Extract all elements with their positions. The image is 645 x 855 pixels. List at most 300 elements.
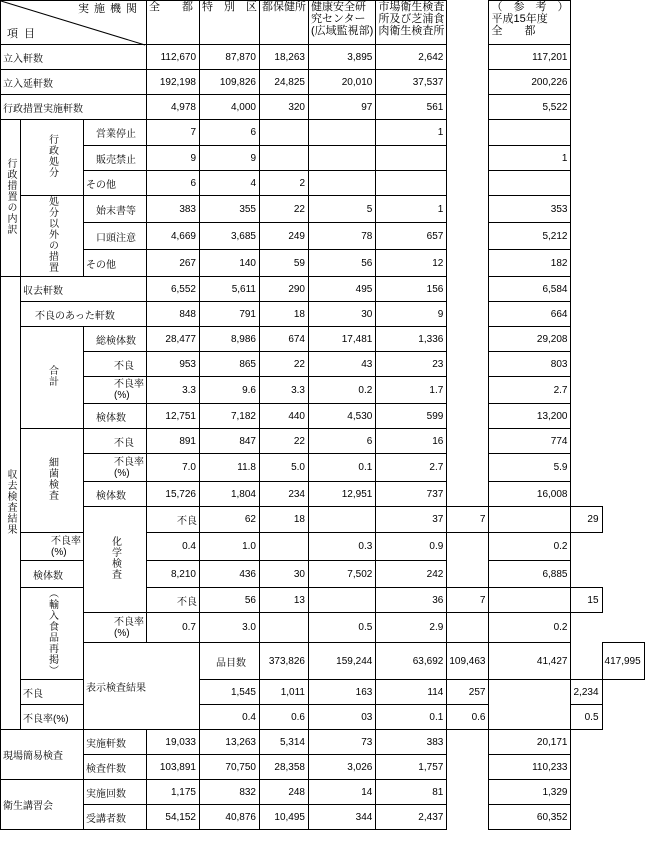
row-label: 検体数 [84,482,147,507]
value-cell: 5.9 [489,454,571,482]
value-cell: 5.0 [260,454,309,482]
group-label-shobun-igai [21,196,84,277]
gap-cell [447,327,489,352]
table-row [1,429,645,454]
gap-cell [447,780,489,805]
value-cell: 8,210 [147,561,200,588]
col-header-tokubetsu: 特 別 区 [200,1,260,45]
value-cell: 9 [376,302,447,327]
value-cell: 2 [260,171,309,196]
table-row [1,404,645,429]
gap-cell [447,277,489,302]
gap-cell [447,250,489,277]
value-cell: 22 [260,196,309,223]
gap-cell [447,377,489,404]
value-cell [309,507,376,533]
table-row [1,171,645,196]
gap-cell [447,196,489,223]
value-cell: 37 [376,507,447,533]
value-cell: 344 [309,805,376,830]
value-cell: 0.6 [447,705,489,730]
header-row [1,1,645,45]
gap-cell [571,643,602,680]
value-cell: 0.6 [260,705,309,730]
value-cell [489,120,571,146]
value-cell [260,613,309,643]
value-cell: 791 [200,302,260,327]
col-header-kenko-3: (広域監視部) [311,25,374,37]
gap-cell [447,755,489,780]
value-cell: 6,552 [147,277,200,302]
row-label [21,533,84,561]
value-cell: 1.0 [200,533,260,561]
value-cell: 56 [309,250,376,277]
row-label: 口頭注意 [84,223,147,250]
gap-cell [447,730,489,755]
table-row [1,377,645,404]
value-cell: 16 [376,429,447,454]
value-cell: 3.3 [260,377,309,404]
table-row [1,277,645,302]
row-label-line-2: (%) [114,467,130,479]
row-label: 立入軒数 [1,45,147,70]
header-corner-bottom: 項目 [7,28,41,40]
value-cell: 2,642 [376,45,447,70]
value-cell: 1,011 [260,680,309,705]
value-cell: 114 [376,680,447,705]
table-row [1,352,645,377]
gap-cell [447,482,489,507]
table-row [1,196,645,223]
value-cell: 23 [376,352,447,377]
value-cell: 774 [489,429,571,454]
value-cell: 8,986 [200,327,260,352]
gap-cell [447,70,489,95]
table-row [1,805,645,830]
group-label-gyosei-shobun-text: 行政処分 [46,134,58,178]
value-cell: 20,010 [309,70,376,95]
table-row [1,95,645,120]
gap-cell [447,1,489,45]
value-cell: 4 [200,171,260,196]
value-cell: 70,750 [200,755,260,780]
row-label: 検査件数 [84,755,147,780]
value-cell: 10,495 [260,805,309,830]
row-label: 検体数 [21,561,84,588]
value-cell: 140 [200,250,260,277]
value-cell: 383 [147,196,200,223]
value-cell: 234 [260,482,309,507]
gap-cell [489,507,571,533]
row-label: 行政措置実施軒数 [1,95,147,120]
col-header-ref-2: 平成15年度 [491,13,548,25]
value-cell: 9 [147,146,200,171]
value-cell: 7,502 [309,561,376,588]
value-cell: 7 [147,120,200,146]
value-cell: 737 [376,482,447,507]
col-header-shijo [376,1,447,45]
gap-cell [489,588,571,613]
group-label-kagaku-text: 化学検査 [109,536,121,580]
value-cell: 7 [447,507,489,533]
value-cell: 9.6 [200,377,260,404]
col-header-ref-1: （ 参 考 ） [491,1,569,13]
row-label: 不良 [147,588,200,613]
col-header-kenko-2: 究センター [311,13,366,25]
value-cell: 30 [260,561,309,588]
value-cell: 2.7 [376,454,447,482]
value-cell: 11.8 [200,454,260,482]
value-cell: 664 [489,302,571,327]
table-row [1,755,645,780]
value-cell: 5,212 [489,223,571,250]
row-label: 不良 [84,429,147,454]
value-cell: 2,234 [571,680,602,705]
value-cell: 257 [447,680,489,705]
value-cell: 0.4 [200,705,260,730]
value-cell: 43 [309,352,376,377]
table-row [1,302,645,327]
value-cell: 249 [260,223,309,250]
value-cell: 3,685 [200,223,260,250]
value-cell: 1.7 [376,377,447,404]
gap-cell [447,404,489,429]
group-label-gyosei-shobun [21,120,84,196]
value-cell: 373,826 [260,643,309,680]
value-cell: 7.0 [147,454,200,482]
group-label-genba: 現場簡易検査 [1,730,84,780]
value-cell [309,171,376,196]
value-cell: 495 [309,277,376,302]
value-cell: 36 [376,588,447,613]
value-cell [489,171,571,196]
value-cell: 60,352 [489,805,571,830]
value-cell: 6 [200,120,260,146]
gap-cell [447,223,489,250]
value-cell: 5,314 [260,730,309,755]
value-cell: 0.2 [309,377,376,404]
row-label: 始末書等 [84,196,147,223]
value-cell: 1,329 [489,780,571,805]
gap-cell [489,680,571,705]
gap-cell [447,45,489,70]
row-label [84,377,147,404]
value-cell: 1,757 [376,755,447,780]
value-cell: 6 [309,429,376,454]
value-cell [309,146,376,171]
row-label-line-2: (%) [114,390,130,401]
value-cell: 30 [309,302,376,327]
value-cell: 13 [260,588,309,613]
value-cell: 267 [147,250,200,277]
group-label-hyoji: 表示検査結果 [84,643,200,730]
group-label-shukyo-text: 収去検査結果 [5,468,16,535]
value-cell: 12,751 [147,404,200,429]
value-cell: 417,995 [602,643,644,680]
value-cell: 12 [376,250,447,277]
header-corner-top: 実施機関 [78,3,142,15]
value-cell: 62 [200,507,260,533]
value-cell: 78 [309,223,376,250]
gap-cell [447,171,489,196]
col-header-kenko-1: 健康安全研 [311,1,366,13]
gap-cell [447,146,489,171]
table-row [1,613,645,643]
value-cell: 1 [376,120,447,146]
row-label: 不良 [21,680,84,705]
table-row [1,250,645,277]
value-cell: 4,000 [200,95,260,120]
gap-cell [447,95,489,120]
value-cell: 4,669 [147,223,200,250]
value-cell: 103,891 [147,755,200,780]
value-cell: 561 [376,95,447,120]
value-cell: 3,026 [309,755,376,780]
col-header-hokenjo: 都保健所 [260,1,309,45]
row-label: 立入延軒数 [1,70,147,95]
value-cell: 0.2 [489,613,571,643]
gap-cell [447,429,489,454]
value-cell: 4,530 [309,404,376,429]
gap-cell [447,613,489,643]
value-cell: 953 [147,352,200,377]
value-cell: 0.1 [309,454,376,482]
value-cell: 803 [489,352,571,377]
value-cell: 1,804 [200,482,260,507]
value-cell: 6 [147,171,200,196]
row-label: 収去軒数 [21,277,147,302]
value-cell: 29,208 [489,327,571,352]
value-cell: 200,226 [489,70,571,95]
row-label: 受講者数 [84,805,147,830]
value-cell: 674 [260,327,309,352]
row-label [84,454,147,482]
value-cell: 6,885 [489,561,571,588]
value-cell: 156 [376,277,447,302]
value-cell: 12,951 [309,482,376,507]
value-cell: 14 [309,780,376,805]
value-cell: 19,033 [147,730,200,755]
value-cell: 97 [309,95,376,120]
row-label-line-1: 不良率 [114,379,144,390]
row-label-line-2: (%) [51,546,67,558]
row-label [84,613,147,643]
value-cell: 0.5 [571,705,602,730]
value-cell: 0.5 [309,613,376,643]
row-label: 実施回数 [84,780,147,805]
value-cell: 1,336 [376,327,447,352]
table-row [1,45,645,70]
col-header-reference [489,1,571,45]
value-cell: 0.3 [309,533,376,561]
row-label: 販売禁止 [84,146,147,171]
value-cell: 163 [309,680,376,705]
row-label: 総検体数 [84,327,147,352]
value-cell: 436 [200,561,260,588]
value-cell: 81 [376,780,447,805]
value-cell: 22 [260,352,309,377]
table-row [1,482,645,507]
value-cell: 18 [260,507,309,533]
row-label: 不良のあった軒数 [21,302,147,327]
gap-cell [489,705,571,730]
group-label-kagaku [84,507,147,613]
value-cell: 0.9 [376,533,447,561]
col-header-kenko [309,1,376,45]
row-label-line-1: 不良率 [114,616,144,628]
row-label: 不良率(%) [21,705,84,730]
value-cell: 1,545 [200,680,260,705]
value-cell: 18 [260,302,309,327]
table-row [1,780,645,805]
group-label-saikin-text: 細菌検査 [46,457,58,501]
group-label-yunyu-text: （輸入食品再掲） [46,588,58,676]
value-cell: 248 [260,780,309,805]
row-label: 営業停止 [84,120,147,146]
value-cell: 87,870 [200,45,260,70]
value-cell [260,146,309,171]
table-row [1,70,645,95]
group-label-gyosei-uchiwake-text: 行政措置の内訳 [5,158,16,235]
col-header-shijo-1: 市場衛生検査 [378,1,445,13]
group-label-koshukai: 衛生講習会 [1,780,84,830]
value-cell: 0.7 [147,613,200,643]
table-row [1,454,645,482]
value-cell: 832 [200,780,260,805]
value-cell: 657 [376,223,447,250]
value-cell [309,120,376,146]
value-cell: 1 [376,196,447,223]
value-cell: 17,481 [309,327,376,352]
value-cell: 3.3 [147,377,200,404]
value-cell: 182 [489,250,571,277]
value-cell: 15,726 [147,482,200,507]
value-cell: 383 [376,730,447,755]
value-cell: 599 [376,404,447,429]
header-corner-cell [1,1,147,45]
table-row [1,327,645,352]
value-cell: 59 [260,250,309,277]
value-cell: 22 [260,429,309,454]
value-cell: 865 [200,352,260,377]
value-cell: 13,263 [200,730,260,755]
value-cell: 3.0 [200,613,260,643]
value-cell: 109,463 [447,643,489,680]
col-header-shijo-3: 肉衛生検査所 [378,25,445,37]
value-cell: 18,263 [260,45,309,70]
group-label-shobun-igai-text: 処分以外の措置 [46,196,58,273]
value-cell [376,146,447,171]
value-cell: 28,477 [147,327,200,352]
col-header-shijo-2: 所及び芝浦食 [378,13,445,25]
value-cell: 7,182 [200,404,260,429]
value-cell: 16,008 [489,482,571,507]
group-label-saikin [21,429,84,533]
value-cell: 5,522 [489,95,571,120]
value-cell: 159,244 [309,643,376,680]
value-cell: 112,670 [147,45,200,70]
value-cell: 2.7 [489,377,571,404]
gap-cell [447,561,489,588]
col-header-zento: 全 都 [147,1,200,45]
value-cell: 2.9 [376,613,447,643]
value-cell: 4,978 [147,95,200,120]
value-cell: 15 [571,588,602,613]
value-cell: 13,200 [489,404,571,429]
value-cell: 440 [260,404,309,429]
value-cell: 6,584 [489,277,571,302]
group-label-shukyo [1,277,21,730]
value-cell: 290 [260,277,309,302]
table-row [1,507,645,533]
gap-cell [447,120,489,146]
gap-cell [447,533,489,561]
value-cell: 9 [200,146,260,171]
value-cell [260,120,309,146]
value-cell: 7 [447,588,489,613]
value-cell: 0.1 [376,705,447,730]
value-cell: 192,198 [147,70,200,95]
table-row [1,643,645,680]
gap-cell [447,454,489,482]
value-cell: 242 [376,561,447,588]
value-cell: 24,825 [260,70,309,95]
value-cell: 109,826 [200,70,260,95]
value-cell: 1 [489,146,571,171]
value-cell: 110,233 [489,755,571,780]
value-cell: 40,876 [200,805,260,830]
row-label-line-2: (%) [114,627,130,639]
value-cell: 56 [200,588,260,613]
value-cell: 353 [489,196,571,223]
value-cell: 63,692 [376,643,447,680]
value-cell: 320 [260,95,309,120]
row-label-line-1: 不良率 [51,535,81,547]
value-cell: 41,427 [489,643,571,680]
row-label: 不良 [84,352,147,377]
value-cell: 73 [309,730,376,755]
col-header-ref-3: 全 都 [491,25,536,37]
value-cell: 1,175 [147,780,200,805]
row-label: その他 [84,171,147,196]
value-cell [260,533,309,561]
value-cell: 3,895 [309,45,376,70]
table-row [1,146,645,171]
table-row [1,120,645,146]
value-cell: 2,437 [376,805,447,830]
value-cell: 28,358 [260,755,309,780]
value-cell: 0.2 [489,533,571,561]
row-label: その他 [84,250,147,277]
value-cell: 29 [571,507,602,533]
gap-cell [447,352,489,377]
value-cell: 54,152 [147,805,200,830]
row-label: 検体数 [84,404,147,429]
value-cell: 355 [200,196,260,223]
value-cell [376,171,447,196]
gap-cell [447,805,489,830]
value-cell: 848 [147,302,200,327]
group-label-gokei [21,327,84,429]
group-label-gyosei-uchiwake [1,120,21,277]
row-label: 不良 [147,507,200,533]
table-row [1,223,645,250]
value-cell: 891 [147,429,200,454]
group-label-yunyu [21,588,84,680]
value-cell: 5,611 [200,277,260,302]
gap-cell [447,302,489,327]
value-cell: 847 [200,429,260,454]
